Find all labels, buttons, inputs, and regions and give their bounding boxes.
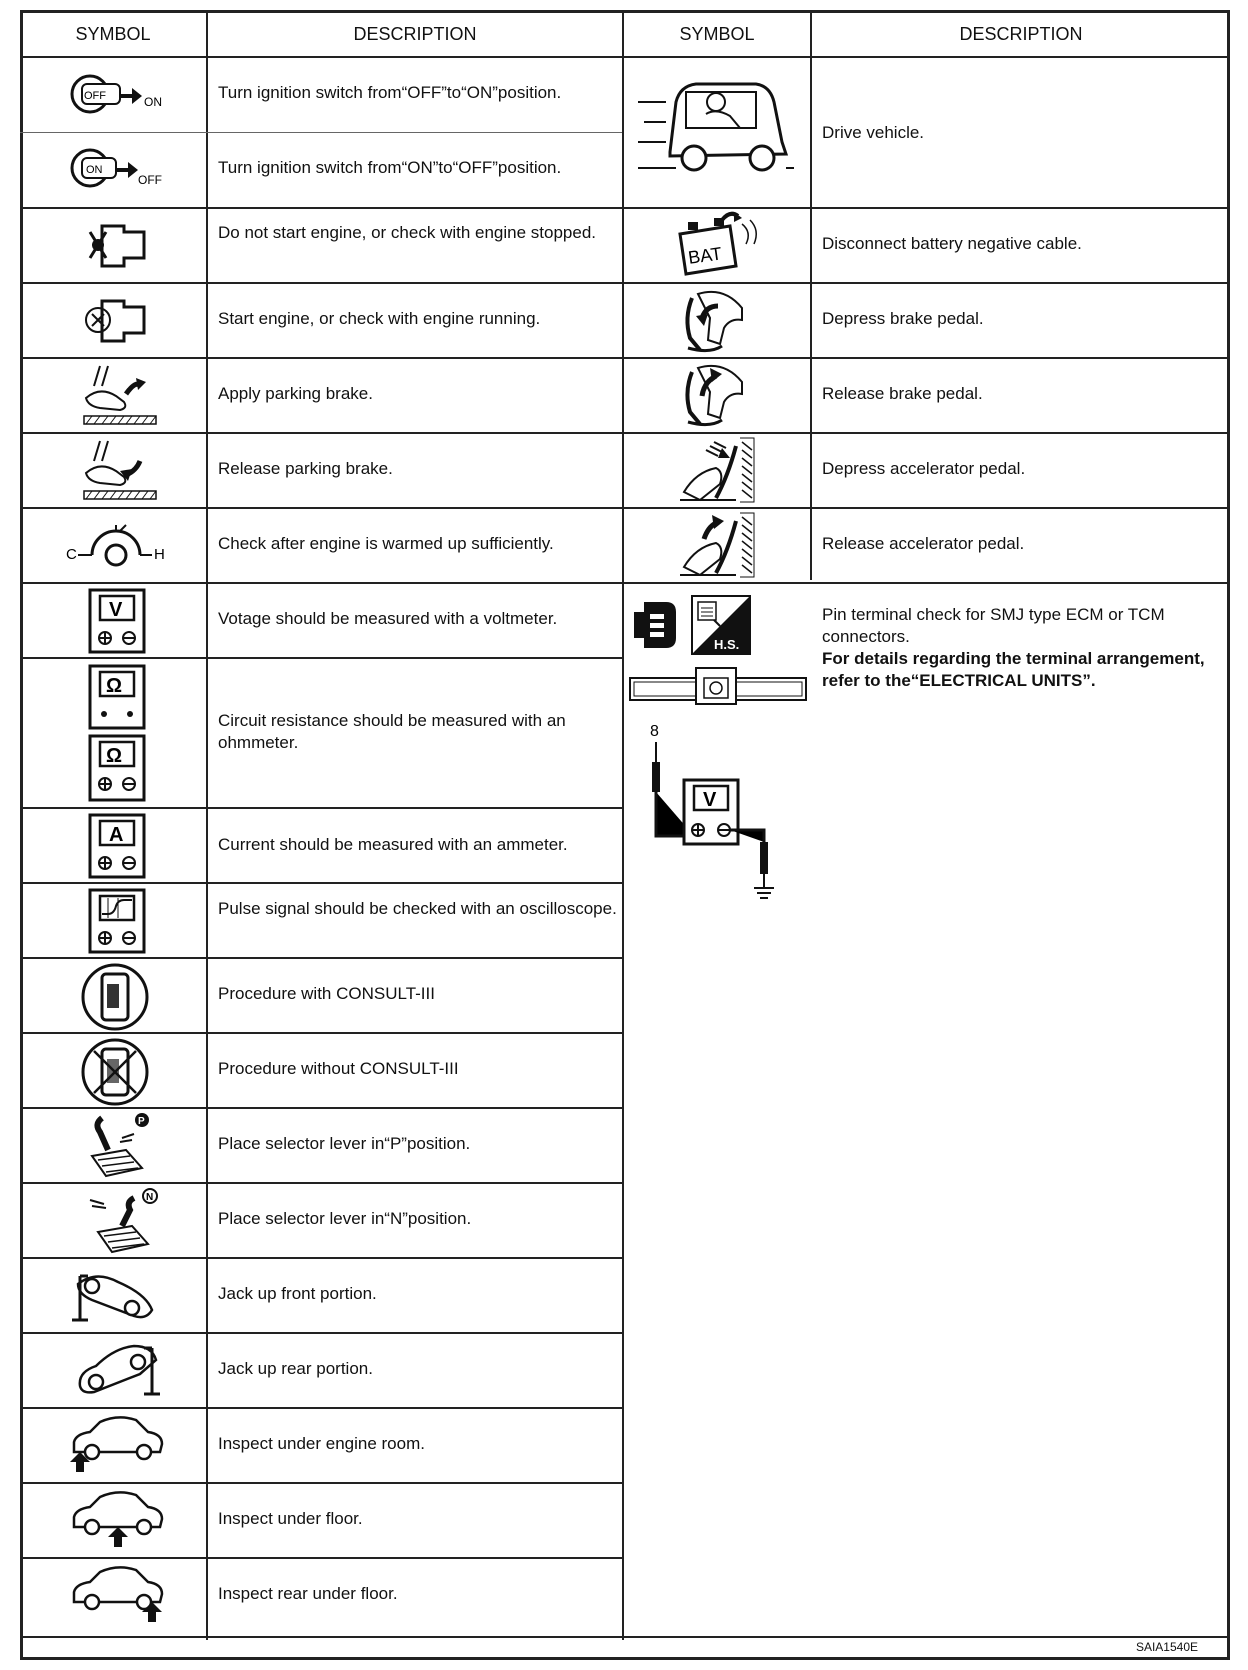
row-description: Turn ignition switch from“ON”to“OFF”position. <box>218 158 562 177</box>
harness-side-icon <box>690 594 752 661</box>
row-description: Do not start engine, or check with engine stopped. <box>218 223 597 242</box>
column-divider <box>622 10 624 1640</box>
row-description: Depress brake pedal. <box>822 309 984 328</box>
row-divider <box>20 207 1230 209</box>
battery-icon <box>672 210 762 285</box>
row-description: Disconnect battery negative cable. <box>822 234 1082 253</box>
column-divider <box>206 10 208 1640</box>
row-description: Drive vehicle. <box>822 123 925 142</box>
svg-text:8: 8 <box>650 723 659 740</box>
svg-text:P: P <box>138 1116 145 1127</box>
temperature-gauge-icon <box>62 515 172 580</box>
row-description: Release brake pedal. <box>822 384 983 403</box>
row-description: Release parking brake. <box>218 459 393 478</box>
release-parking-brake-icon <box>80 437 160 508</box>
row-description: Inspect under floor. <box>218 1509 363 1528</box>
row-description: Pulse signal should be checked with an oscilloscope. <box>218 899 617 918</box>
row-description: Apply parking brake. <box>218 384 373 403</box>
row-description: Current should be measured with an ammeter. <box>218 835 568 854</box>
row-divider <box>20 1482 622 1484</box>
row-description: Place selector lever in“P”position. <box>218 1134 471 1153</box>
header-symbol-right: SYMBOL <box>679 24 755 44</box>
terminal-connector-icon <box>628 666 808 711</box>
row-description: Turn ignition switch from“OFF”to“ON”position. <box>218 83 562 102</box>
row-description: Depress accelerator pedal. <box>822 459 1026 478</box>
row-description: Check after engine is warmed up sufficiently. <box>218 534 554 553</box>
figure-code: SAIA1540E <box>1135 1640 1198 1654</box>
pin-check-description <box>822 604 1232 692</box>
ammeter-icon <box>88 813 148 884</box>
apply-parking-brake-icon <box>80 362 160 433</box>
svg-text:Ω: Ω <box>106 675 123 697</box>
row-divider <box>20 132 622 133</box>
row-description: Start engine, or check with engine running. <box>218 309 541 328</box>
oscilloscope-icon <box>88 888 148 959</box>
inspect-rear-floor-icon <box>66 1562 170 1631</box>
row-divider <box>20 1407 622 1409</box>
header-symbol-left: SYMBOL <box>75 24 151 44</box>
row-divider <box>20 282 1230 284</box>
pin-check-bold-text: For details regarding the terminal arrangement, refer to the“ELECTRICAL UNITS”. <box>822 649 1205 690</box>
selector-lever-p-icon <box>82 1110 162 1187</box>
svg-text:H.S.: H.S. <box>714 637 740 652</box>
column-divider <box>810 10 812 580</box>
consult-iii-icon <box>80 962 150 1037</box>
inspect-engine-room-icon <box>66 1412 170 1481</box>
row-description: Place selector lever in“N”position. <box>218 1209 472 1228</box>
depress-accelerator-icon <box>676 436 756 509</box>
row-divider <box>20 1557 622 1559</box>
row-divider <box>20 507 1230 509</box>
jack-rear-icon <box>68 1338 168 1407</box>
svg-text:Ω: Ω <box>106 745 123 767</box>
svg-text:H: H <box>154 546 165 563</box>
connector-icon <box>630 598 680 657</box>
header-description-left: DESCRIPTION <box>353 24 477 44</box>
ohmmeter-icon <box>88 664 148 809</box>
table-bottom-line <box>20 1636 1230 1638</box>
no-consult-iii-icon <box>80 1037 150 1112</box>
ignition-off-to-on-icon <box>68 64 168 129</box>
jack-front-icon <box>66 1264 166 1333</box>
svg-text:A: A <box>109 824 124 846</box>
svg-text:C: C <box>66 546 77 563</box>
engine-running-icon <box>84 289 154 354</box>
svg-text:V: V <box>109 599 123 621</box>
release-accelerator-icon <box>676 511 756 584</box>
depress-brake-icon <box>680 288 752 359</box>
row-divider <box>20 357 1230 359</box>
row-description: Procedure with CONSULT-III <box>218 984 435 1003</box>
svg-text:OFF: OFF <box>84 90 106 102</box>
pin-check-text: Pin terminal check for SMJ type ECM or TCM connectors. <box>822 605 1165 646</box>
engine-stopped-icon <box>84 214 154 279</box>
svg-text:N: N <box>146 1192 154 1203</box>
row-description: Procedure without CONSULT-III <box>218 1059 459 1078</box>
row-description: Inspect rear under floor. <box>218 1584 398 1603</box>
row-description: Jack up front portion. <box>218 1284 377 1303</box>
svg-text:OFF: OFF <box>138 173 162 187</box>
row-divider <box>20 432 1230 434</box>
svg-text:ON: ON <box>86 164 103 176</box>
inspect-floor-icon <box>66 1487 170 1556</box>
selector-lever-n-icon <box>82 1186 166 1261</box>
header-divider <box>20 56 1230 58</box>
header-description-right: DESCRIPTION <box>959 24 1083 44</box>
svg-text:V: V <box>703 789 717 811</box>
voltmeter-icon <box>88 588 148 659</box>
row-description: Inspect under engine room. <box>218 1434 425 1453</box>
ignition-on-to-off-icon <box>68 140 168 205</box>
row-divider <box>20 582 1230 584</box>
row-description: Release accelerator pedal. <box>822 534 1025 553</box>
row-description: Jack up rear portion. <box>218 1359 373 1378</box>
row-description: Votage should be measured with a voltmeter. <box>218 609 558 628</box>
row-description: Circuit resistance should be measured with an ohmmeter. <box>218 711 566 752</box>
release-brake-icon <box>680 362 752 433</box>
voltmeter-probe-diagram <box>640 718 790 913</box>
symbol-table-frame <box>20 10 1230 1660</box>
svg-text:ON: ON <box>144 95 162 109</box>
drive-vehicle-icon <box>636 72 796 187</box>
svg-text:BAT: BAT <box>686 243 724 268</box>
